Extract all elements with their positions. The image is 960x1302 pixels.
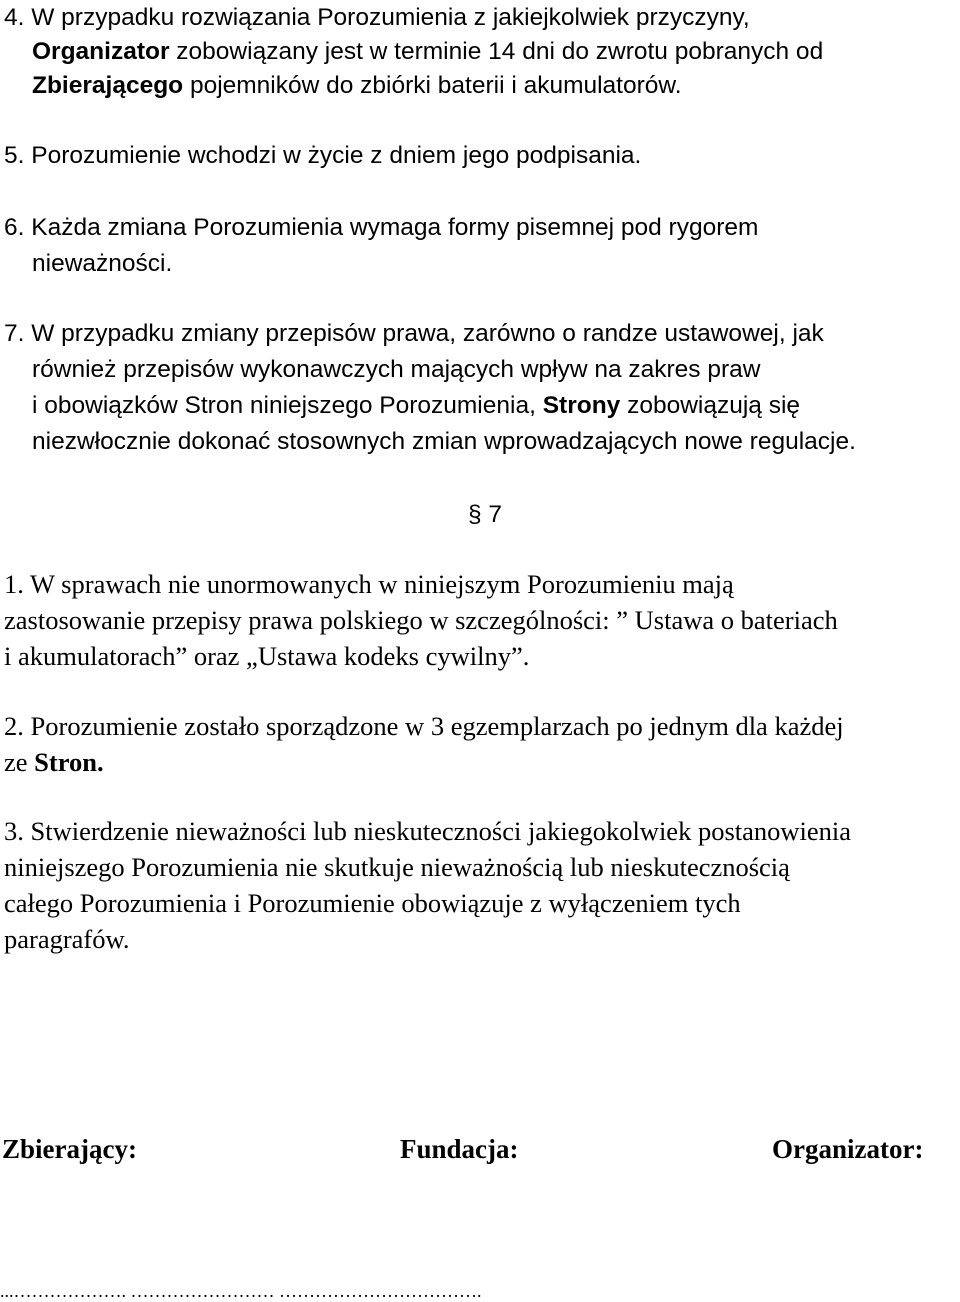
para4-line2 [32,34,823,70]
para7-line3-post: zobowiązują się [620,392,801,419]
para7-line3-pre: i obowiązków Stron niniejszego Porozumienia, [32,392,543,419]
s3-line4: paragrafów. [4,924,130,954]
para4-line1: 4. W przypadku rozwiązania Porozumienia z jakiejkolwiek przyczyny, [4,4,750,31]
para7-line3 [32,388,800,424]
para5-line: 5. Porozumienie wchodzi w życie z dniem jego podpisania. [4,142,642,169]
para4-line3 [32,68,682,104]
para4-line3-text: pojemników do zbiórki baterii i akumulatorów. [183,72,682,99]
para6-line2: nieważności. [32,250,173,277]
s2-line2 [4,744,104,780]
s1-line2: zastosowanie przepisy prawa polskiego w szczególności: ” Ustawa o bateriach [4,605,838,635]
s1-line1: 1. W sprawach nie unormowanych w niniejszym Porozumieniu mają [4,569,734,599]
signature-collector-label: Zbierający: [2,1134,137,1164]
signature-foundation-label: Fundacja: [400,1134,519,1164]
section-heading: § 7 [468,501,503,528]
s1-line3: i akumulatorach” oraz „Ustawa kodeks cywilny”. [4,641,530,671]
para7-line4: niezwłocznie dokonać stosownych zmian wprowadzających nowe regulacje. [32,428,856,455]
para7-line1: 7. W przypadku zmiany przepisów prawa, zarówno o randze ustawowej, jak [4,320,824,347]
organizer-term: Organizator [32,38,170,65]
parties-bold: Stron. [34,747,104,777]
s2-line2-pre: ze [4,747,35,777]
s3-line3: całego Porozumienia i Porozumienie obowiązuje z wyłączeniem tych [4,888,741,918]
para4-line2-text: zobowiązany jest w terminie 14 dni do zwrotu pobranych od [169,38,824,65]
s3-line2: niniejszego Porozumienia nie skutkuje nieważnością lub nieskutecznością [4,852,790,882]
collector-term: Zbierającego [32,72,184,99]
para6-line1: 6. Każda zmiana Porozumienia wymaga formy pisemnej pod rygorem [4,214,759,241]
parties-term: Strony [542,392,621,419]
s2-line1: 2. Porozumienie zostało sporządzone w 3 egzemplarzach po jednym dla każdej [4,711,844,741]
signature-organizer-label: Organizator: [772,1134,924,1164]
s3-line1: 3. Stwierdzenie nieważności lub nieskuteczności jakiegokolwiek postanowienia [4,816,852,846]
para7-line2: również przepisów wykonawczych mających wpływ na zakres praw [32,356,761,383]
signature-dotted-lines: ...………………. …………………… ……………………………. [0,1281,482,1301]
